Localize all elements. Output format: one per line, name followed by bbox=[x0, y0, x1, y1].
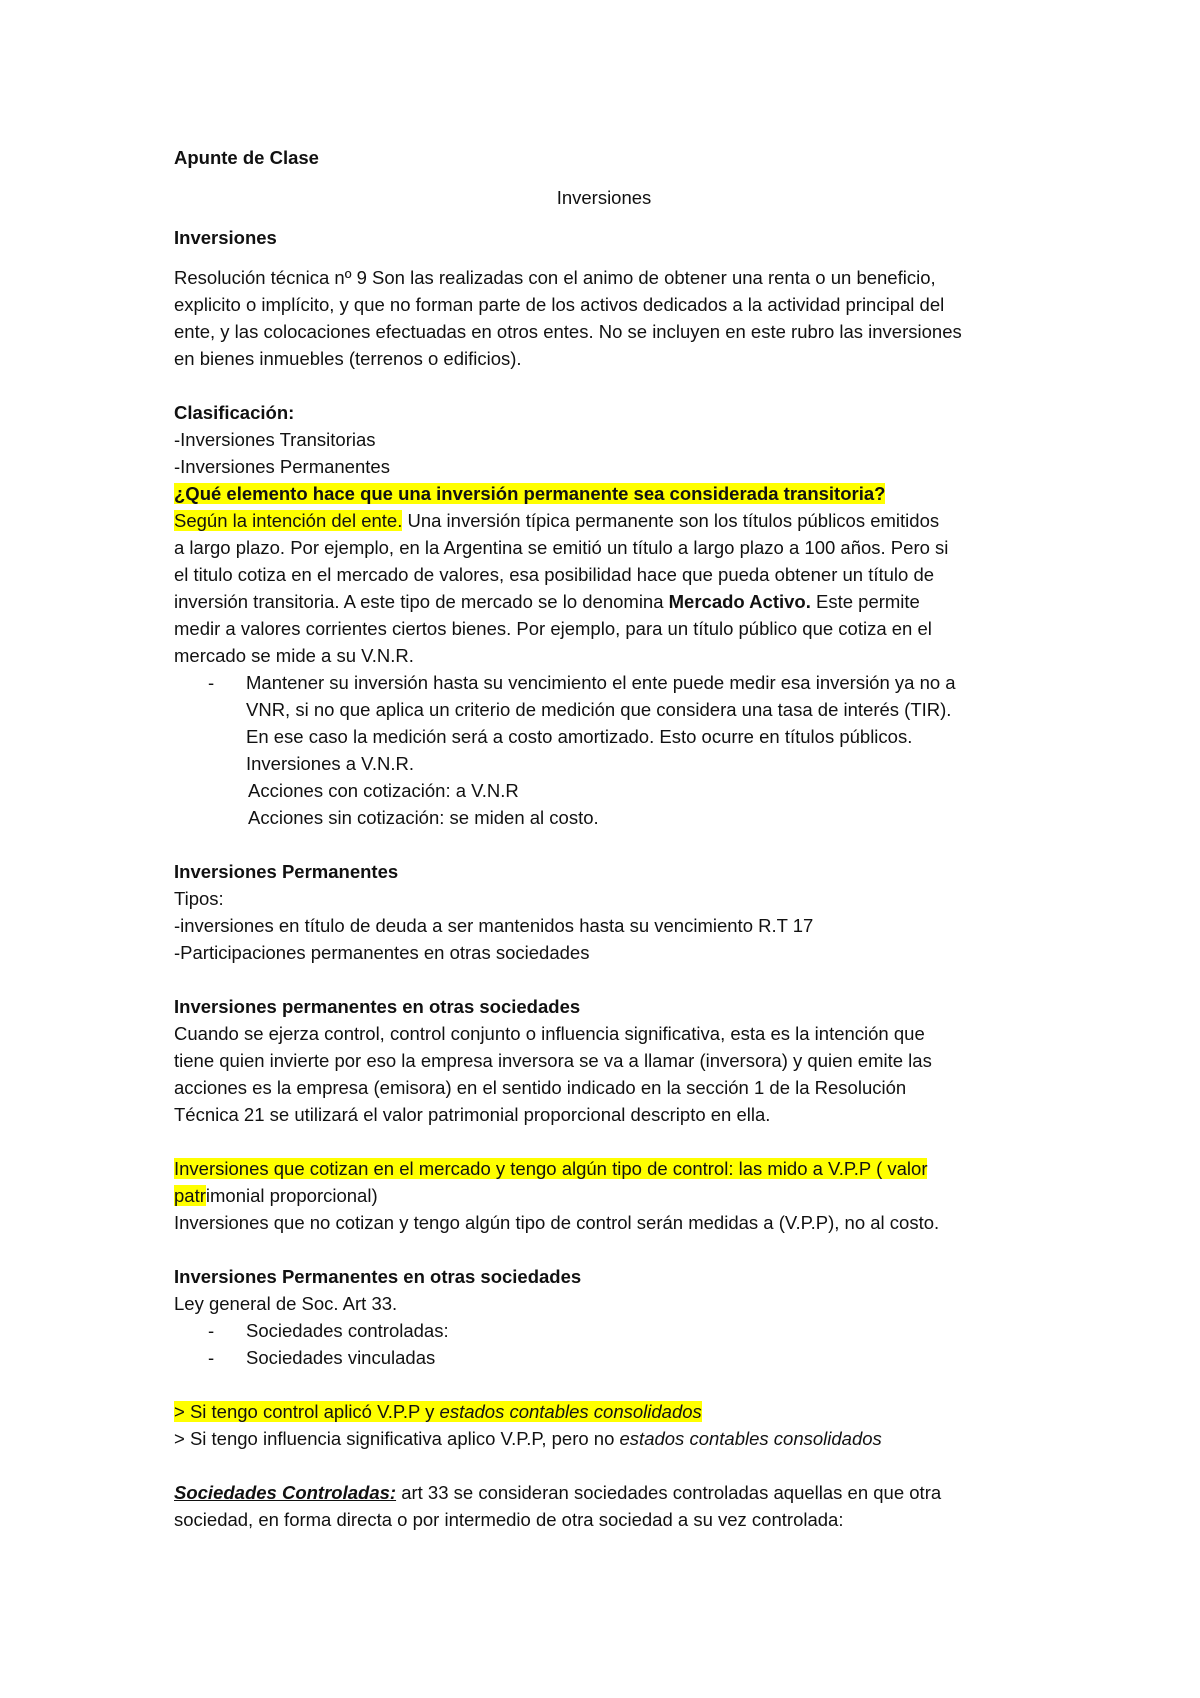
list-item: -Inversiones Permanentes bbox=[174, 456, 390, 477]
bullet-item: - Mantener su inversión hasta su vencimiento el ente puede medir esa inversión ya no a VNR, si no que aplica un criterio de medición que considera una tasa de interés (TIR). En ese caso la medición será a costo amortizado. Esto ocurre en títulos públicos. Inversiones a V.N.R. bbox=[174, 669, 1034, 777]
bullet-item: - Sociedades vinculadas bbox=[174, 1344, 1034, 1371]
permanentes-heading: Inversiones Permanentes bbox=[174, 861, 399, 882]
ley-section: Inversiones Permanentes en otras sociedades Ley general de Soc. Art 33. - Sociedades controladas: - Sociedades vinculadas bbox=[174, 1263, 1034, 1371]
dash-bullet: - bbox=[208, 672, 215, 693]
clasificacion-section: Clasificación: -Inversiones Transitorias -Inversiones Permanentes ¿Qué elemento hace que una inversión permanente sea considerada transitoria? Según la intención del ente. Una inversión típica permanente son los títulos públicos emitidos a largo plazo. Por ejemplo, en la Argentina se emitió un título a largo plazo a 100 años. Pero si el titulo cotiza en el mercado de valores, esa posibilidad hace que pueda obtener un título de inversión transitoria. A este tipo de mercado se lo denomina Mercado Activo. Este permite medir a valores corrientes ciertos bienes. Por ejemplo, para un título público que cotiza en el mercado se mide a su V.N.R. - Mantener su inversión hasta su vencimiento el ente puede medir esa inversión ya no a VNR, si no que aplica un criterio de medición que considera una tasa de interés (TIR). En ese caso la medición será a costo amortizado. Esto ocurre en títulos públicos. Inversiones a V.N.R. Acciones con cotización: a V.N.R Acciones sin cotización: se miden al costo. bbox=[174, 399, 1034, 831]
section-heading-inversiones: Inversiones bbox=[174, 227, 277, 248]
otras-sociedades-section: Inversiones permanentes en otras sociedades Cuando se ejerza control, control conjunto o influencia significativa, esta es la intención que tiene quien invierte por eso la empresa inversora se va a llamar (inversora) y quien emite las acciones es la empresa (emisora) en el sentido indicado en la sección 1 de la Resolución Técnica 21 se utilizará el valor patrimonial proporcional descripto en ella. bbox=[174, 993, 1034, 1128]
clasificacion-heading: Clasificación: bbox=[174, 402, 295, 423]
vpp-section: > Si tengo control aplicó V.P.P y estados contables consolidados > Si tengo influencia significativa aplico V.P.P, pero no estados contables consolidados bbox=[174, 1401, 882, 1449]
ley-heading: Inversiones Permanentes en otras sociedades bbox=[174, 1266, 582, 1287]
bullet-item: - Sociedades controladas: bbox=[174, 1317, 1034, 1344]
rt9-paragraph: Resolución técnica nº 9 Son las realizadas con el animo de obtener una renta o un beneficio, explicito o implícito, y que no forman parte de los activos dedicados a la actividad principal del ente, y las colocaciones efectuadas en otros entes. No se incluyen en este rubro las inversiones en bienes inmuebles (terrenos o edificios). bbox=[174, 267, 962, 369]
list-item: -Inversiones Transitorias bbox=[174, 429, 376, 450]
otras-sociedades-heading: Inversiones permanentes en otras sociedades bbox=[174, 996, 581, 1017]
highlighted-answer: Según la intención del ente. bbox=[174, 510, 403, 531]
dash-bullet: - bbox=[208, 1347, 215, 1368]
permanentes-section: Inversiones Permanentes Tipos: -inversiones en título de deuda a ser mantenidos hasta su vencimiento R.T 17 -Participaciones permanentes en otras sociedades bbox=[174, 858, 1034, 966]
cotizan-section: Inversiones que cotizan en el mercado y tengo algún tipo de control: las mido a V.P.P ( valor patrimonial proporcional) Inversiones que no cotizan y tengo algún tipo de control serán medidas a (V.P.P), no al costo. bbox=[174, 1158, 940, 1233]
highlighted-text: > Si tengo control aplicó V.P.P y estados contables consolidados bbox=[174, 1401, 702, 1422]
list-item: -Participaciones permanentes en otras sociedades bbox=[174, 942, 590, 963]
document-body bbox=[174, 144, 1034, 1533]
list-item: -inversiones en título de deuda a ser mantenidos hasta su vencimiento R.T 17 bbox=[174, 915, 814, 936]
doc-title: Inversiones bbox=[556, 187, 652, 208]
doc-header: Apunte de Clase bbox=[174, 147, 319, 168]
controladas-label: Sociedades Controladas: bbox=[174, 1482, 397, 1503]
highlighted-text: Inversiones que cotizan en el mercado y tengo algún tipo de control: las mido a V.P.P ( valor bbox=[174, 1158, 928, 1179]
dash-bullet: - bbox=[208, 1320, 215, 1341]
question-line: ¿Qué elemento hace que una inversión permanente sea considerada transitoria? bbox=[174, 483, 886, 504]
controladas-section: Sociedades Controladas: art 33 se consideran sociedades controladas aquellas en que otra sociedad, en forma directa o por intermedio de otra sociedad a su vez controlada: bbox=[174, 1482, 942, 1530]
